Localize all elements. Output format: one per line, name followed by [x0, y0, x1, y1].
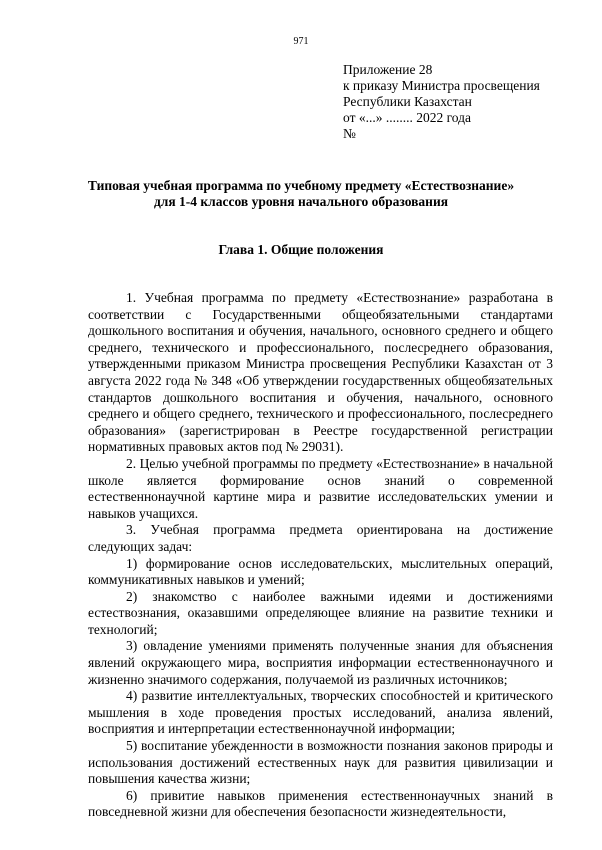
annex-order-ref: к приказу Министра просвещения	[343, 78, 540, 93]
body-text	[88, 290, 553, 821]
annex-country: Республики Казахстан	[343, 94, 472, 109]
annex-block	[343, 62, 583, 142]
task-item-2: 2) знакомство с наиболее важными идеями и достижениями естествознания, оказавшими определяющее влияние на развитие техники и технологий;	[88, 588, 553, 637]
task-item-3: 3) овладение умениями применять полученные знания для объяснения явлений окружающего мира, восприятия информации естественнонаучного и жизненно значимого содержания, получаемой из различных источников;	[88, 638, 553, 687]
task-item-5: 5) воспитание убежденности в возможности познания законов природы и использования достижений естественных наук для развития цивилизации и повышения качества жизни;	[88, 738, 553, 787]
annex-date: от «...» ........ 2022 года	[343, 110, 472, 125]
paragraph-1: 1. Учебная программа по предмету «Естествознание» разработана в соответствии с Государственными общеобязательными стандартами дошкольного воспитания и обучения, начального, основного среднего и общего среднего, технического и профессионального, послесреднего образования, утвержденными приказом Министра просвещения Республики Казахстан от 3 августа 2022 года № 348 «Об утверждении государственных общеобязательных стандартов дошкольного воспитания и обучения, начального, основного среднего и общего среднего, технического и профессионального, послесреднего образования» (зарегистрирован в Реестре государственной регистрации нормативных правовых актов под № 29031).	[88, 290, 553, 455]
document-title-line2: для 1-4 классов уровня начального образования	[153, 194, 449, 209]
annex-number: Приложение 28	[343, 62, 433, 77]
task-item-6: 6) привитие навыков применения естественнонаучных знаний в повседневной жизни для обеспечения безопасности жизнедеятельности,	[88, 787, 553, 820]
task-item-1: 1) формирование основ исследовательских, мыслительных операций, коммуникативных навыков и умений;	[88, 555, 553, 588]
document-title-line1: Типовая учебная программа по учебному предмету «Естествознание»	[87, 178, 515, 193]
task-item-4: 4) развитие интеллектуальных, творческих способностей и критического мышления в ходе проведения простых исследований, анализа явлений, восприятия и интерпретации естественнонаучной информации;	[88, 688, 553, 737]
document-title	[60, 178, 542, 210]
page-number: 971	[293, 36, 309, 47]
chapter-title: Глава 1. Общие положения	[218, 242, 384, 257]
paragraph-2: 2. Целью учебной программы по предмету «Естествознание» в начальной школе является формирование основ знаний о современной естественнонаучной картине мира и развитие исследовательских умении и навыков учащихся.	[88, 455, 553, 521]
annex-order-number: №	[343, 126, 356, 141]
paragraph-3: 3. Учебная программа предмета ориентирована на достижение следующих задач:	[88, 522, 553, 554]
